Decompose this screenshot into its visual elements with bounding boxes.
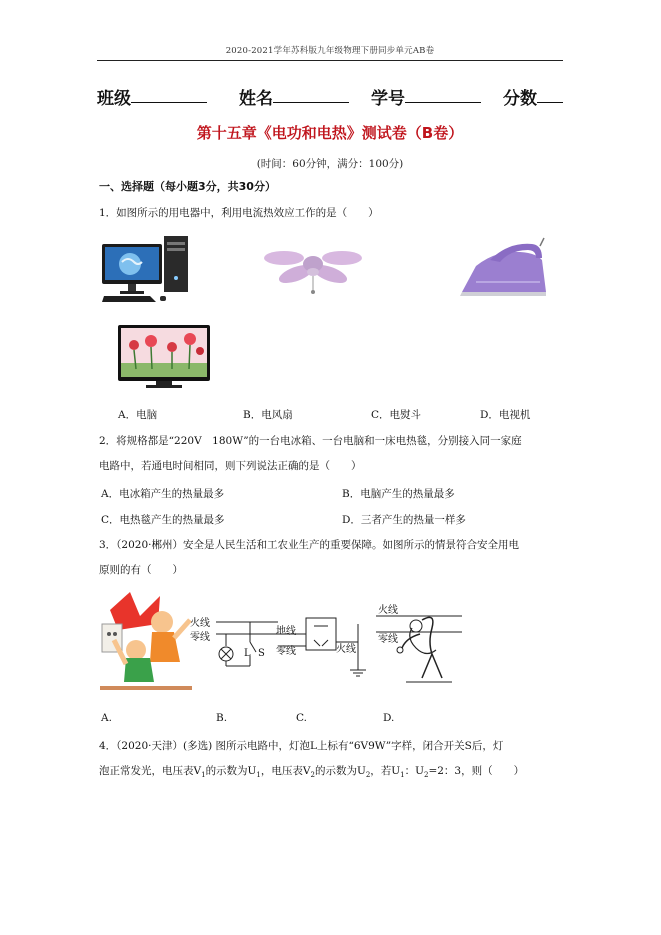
score-label: 分数 bbox=[503, 89, 537, 109]
q3-c-ground-label: 地线 bbox=[276, 626, 296, 637]
header-rule bbox=[97, 60, 563, 61]
class-blank[interactable] bbox=[131, 84, 207, 103]
id-label: 学号 bbox=[371, 89, 405, 109]
q1-option-b: B．电风扇 bbox=[243, 409, 293, 421]
id-field bbox=[371, 84, 405, 109]
class-label: 班级 bbox=[97, 89, 131, 109]
q3-b-neutral-label: 零线 bbox=[190, 632, 210, 643]
q4-text-part: =2：3，则（ ） bbox=[428, 765, 525, 777]
test-subtitle: (时间：60分钟，满分：100分) bbox=[256, 158, 404, 170]
q3-option-a: A. bbox=[101, 712, 112, 724]
name-blank[interactable] bbox=[273, 84, 349, 103]
q4-stem-line1: 4．（2020·天津）(多选) 图所示电路中，灯泡L上标有“6V9W”字样，闭合开关S后，灯 bbox=[99, 740, 504, 752]
student-info-row bbox=[97, 84, 567, 110]
q4-text-part: 的示数为U bbox=[314, 765, 366, 777]
q4-sub: 2 bbox=[310, 771, 315, 780]
q2-option-c: C．电热毯产生的热量最多 bbox=[101, 514, 225, 526]
q4-text-part: 泡正常发光，电压表V bbox=[99, 765, 202, 777]
q3-figure-a bbox=[100, 590, 192, 690]
q4-sub: 2 bbox=[365, 771, 371, 780]
id-blank[interactable] bbox=[405, 84, 481, 103]
q3-b-live-label: 火线 bbox=[190, 618, 210, 629]
q3-option-b: B. bbox=[216, 712, 228, 724]
q2-option-d: D．三者产生的热量一样多 bbox=[342, 514, 466, 526]
name-field bbox=[239, 84, 273, 109]
tv-image bbox=[116, 323, 212, 391]
q4-text-part: ，若U bbox=[370, 765, 401, 777]
score-field bbox=[503, 84, 537, 109]
q4-sub: 1 bbox=[256, 771, 261, 780]
q3-stem-line2: 原则的有（ ） bbox=[99, 564, 183, 576]
q4-sub: 1 bbox=[201, 771, 206, 780]
q3-option-d: D. bbox=[383, 712, 395, 724]
q1-stem: 1．如图所示的用电器中，利用电流热效应工作的是（ ） bbox=[99, 207, 379, 219]
q3-c-live-label: 火线 bbox=[336, 644, 356, 655]
q1-option-a: A．电脑 bbox=[118, 409, 158, 421]
q3-b-switch-label: S bbox=[258, 648, 265, 659]
q4-text-part: ，电压表V bbox=[260, 765, 311, 777]
q4-stem-line2 bbox=[99, 764, 524, 782]
q2-stem-line1: 2．将规格都是“220V 180W”的一台电冰箱、一台电脑和一床电热毯，分别接入同一家庭 bbox=[99, 435, 522, 447]
q4-sub: 2 bbox=[423, 771, 429, 780]
q4-sub: 1 bbox=[400, 771, 405, 780]
q1-option-c: C．电熨斗 bbox=[371, 409, 422, 421]
q3-c-neutral-label: 零线 bbox=[276, 646, 296, 657]
q2-stem-line2: 电路中，若通电时间相同，则下列说法正确的是（ ） bbox=[99, 460, 362, 472]
q4-text-part: ：U bbox=[404, 765, 424, 777]
q3-b-lamp-label: L bbox=[244, 648, 251, 659]
computer-image bbox=[100, 234, 195, 304]
class-field bbox=[97, 84, 131, 109]
q3-stem-line1: 3．（2020·郴州）安全是人民生活和工农业生产的重要保障。如图所示的情景符合安全用电 bbox=[99, 539, 519, 551]
test-title: 第十五章《电功和电热》测试卷（B卷） bbox=[196, 124, 464, 142]
q3-d-neutral-label: 零线 bbox=[378, 634, 398, 645]
iron-image bbox=[456, 236, 551, 304]
section-heading: 一、选择题（每小题3分，共30分） bbox=[99, 180, 276, 193]
q3-option-c: C. bbox=[296, 712, 307, 724]
q2-option-b: B．电脑产生的热量最多 bbox=[342, 488, 455, 500]
name-label: 姓名 bbox=[239, 89, 273, 109]
q4-text-part: 的示数为U bbox=[205, 765, 257, 777]
score-blank[interactable] bbox=[537, 84, 563, 103]
q3-d-live-label: 火线 bbox=[378, 605, 398, 616]
q1-option-d: D．电视机 bbox=[480, 409, 531, 421]
ceiling-fan-image bbox=[264, 242, 362, 300]
q2-option-a: A．电冰箱产生的热量最多 bbox=[101, 488, 225, 500]
page-header: 2020-2021学年苏科版九年级物理下册同步单元AB卷 bbox=[225, 46, 435, 56]
